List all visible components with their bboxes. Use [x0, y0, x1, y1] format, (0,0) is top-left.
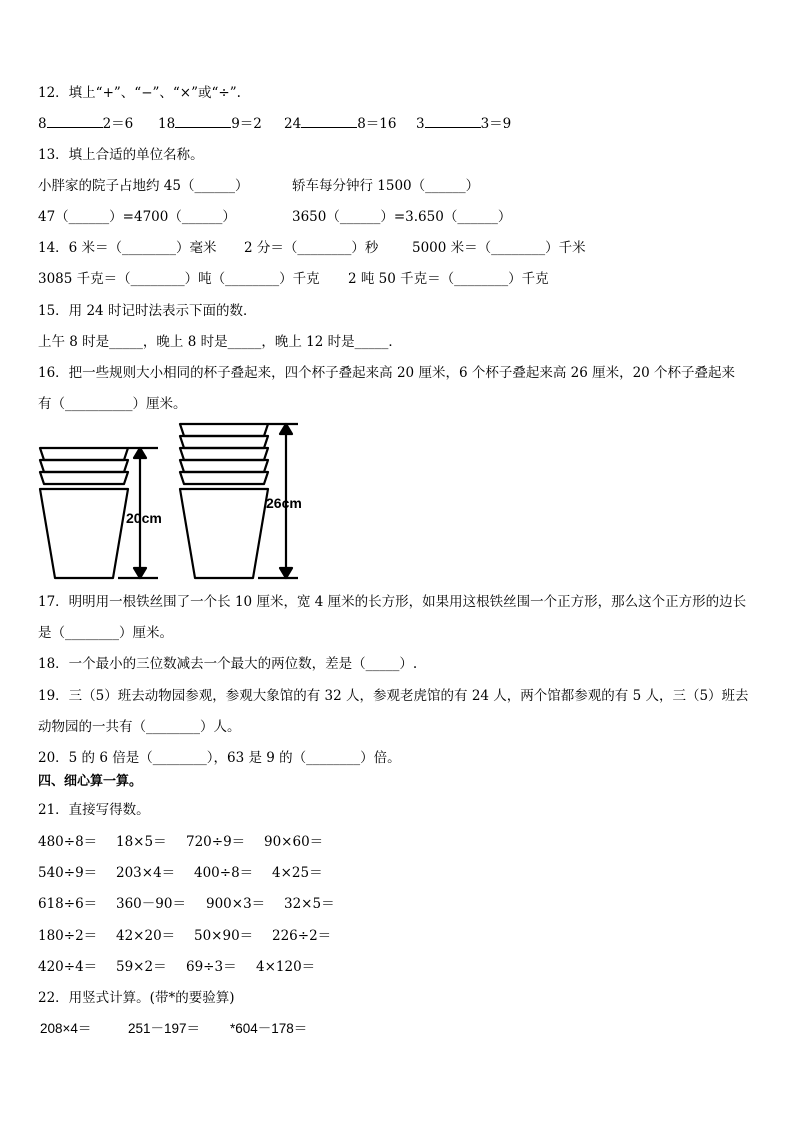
height-label-left: 20cm: [126, 510, 162, 526]
cup-rim: [180, 472, 268, 484]
stacked-cups-figure: [30, 418, 320, 586]
section-heading: 四、细心算一算。: [38, 774, 143, 789]
mental-math-item: 90×60＝: [264, 834, 324, 850]
q12-title: 12．填上“+”、“−”、“×”或“÷”.: [38, 85, 241, 101]
q14-row1-item2: 2 分＝（________）秒: [244, 240, 379, 256]
q14-row2-item1: 3085 千克＝（________）吨（________）千克: [38, 271, 320, 287]
stacked-cups-svg: [30, 418, 320, 586]
mental-math-item: 480÷8＝: [38, 834, 98, 850]
vertical-calc-item: 208×4＝: [40, 1021, 92, 1036]
answer-blank[interactable]: [425, 115, 481, 128]
q19-line2: 动物园的一共有（________）人。: [38, 719, 241, 735]
mental-math-item: 59×2＝: [116, 959, 167, 975]
mental-math-item: 69÷3＝: [186, 959, 237, 975]
cup-rim: [180, 436, 268, 448]
mental-math-item: 42×20＝: [116, 928, 176, 944]
mental-math-item: 18×5＝: [116, 834, 167, 850]
q13-row2-left: 47（______）=4700（______）: [38, 209, 236, 225]
q14-row1-item3: 5000 米＝（________）千米: [412, 240, 586, 256]
q22-title: 22．用竖式计算。(带*的要验算): [38, 990, 235, 1006]
q17-line1: 17．明明用一根铁丝围了一个长 10 厘米，宽 4 厘米的长方形，如果用这根铁丝围一个正方形，那么这个正方形的边长: [38, 594, 747, 610]
cup-body: [40, 489, 128, 578]
mental-math-item: 203×4＝: [116, 865, 176, 881]
q18: 18．一个最小的三位数减去一个最大的两位数，差是（_____）.: [38, 656, 418, 672]
q15-title: 15．用 24 时记时法表示下面的数．: [38, 303, 257, 319]
vertical-calc-item: *604－178＝: [230, 1021, 308, 1036]
cup-rim: [180, 448, 268, 460]
cup-stack-right: [180, 424, 268, 578]
cup-rim: [40, 460, 128, 472]
cup-body: [180, 489, 268, 578]
mental-math-item: 32×5＝: [284, 896, 335, 912]
q14-row2-item2: 2 吨 50 千克＝（________）千克: [348, 271, 549, 287]
q12-item-2: 18 9＝2: [158, 116, 262, 132]
height-label-right: 26cm: [266, 495, 302, 511]
cup-rim: [180, 460, 268, 472]
answer-blank[interactable]: [301, 115, 357, 128]
q13-row1-right: 轿车每分钟行 1500（______）: [292, 178, 480, 194]
mental-math-item: 400÷8＝: [194, 865, 254, 881]
answer-blank[interactable]: [47, 115, 103, 128]
cup-rim: [40, 448, 128, 460]
q16-line1: 16．把一些规则大小相同的杯子叠起来，四个杯子叠起来高 20 厘米，6 个杯子叠起来高 26 厘米，20 个杯子叠起来: [38, 365, 736, 381]
cup-rim: [180, 424, 268, 436]
q12-item-3: 24 8＝16: [284, 116, 397, 132]
q15-body: 上午 8 时是_____，晚上 8 时是_____，晚上 12 时是_____．: [38, 334, 402, 350]
answer-blank[interactable]: [175, 115, 231, 128]
q21-title: 21．直接写得数。: [38, 802, 150, 818]
q13-title: 13．填上合适的单位名称。: [38, 147, 204, 163]
mental-math-item: 226÷2＝: [272, 928, 332, 944]
q12-item-1: 8 2＝6: [38, 116, 134, 132]
q12-item-4: 3 3＝9: [416, 116, 512, 132]
q20: 20．5 的 6 倍是（________），63 是 9 的（________）倍。: [38, 750, 401, 766]
q13-row1-left: 小胖家的院子占地约 45（______）: [38, 178, 249, 194]
mental-math-item: 618÷6＝: [38, 896, 98, 912]
mental-math-item: 50×90＝: [194, 928, 254, 944]
mental-math-item: 420÷4＝: [38, 959, 98, 975]
cup-rim: [40, 472, 128, 484]
mental-math-item: 720÷9＝: [186, 834, 246, 850]
mental-math-item: 900×3＝: [206, 896, 266, 912]
cup-stack-left: [40, 448, 128, 578]
mental-math-item: 180÷2＝: [38, 928, 98, 944]
mental-math-item: 360－90＝: [116, 896, 186, 912]
q16-line2: 有（__________）厘米。: [38, 396, 187, 412]
mental-math-item: 540÷9＝: [38, 865, 98, 881]
q14-row1-item1: 14．6 米＝（________）毫米: [38, 240, 217, 256]
q17-line2: 是（________）厘米。: [38, 625, 173, 641]
q13-row2-right: 3650（______）=3.650（______）: [292, 209, 512, 225]
q19-line1: 19．三（5）班去动物园参观，参观大象馆的有 32 人，参观老虎馆的有 24 人，两个馆都参观的有 5 人，三（5）班去: [38, 688, 749, 704]
vertical-calc-item: 251－197＝: [128, 1021, 201, 1036]
mental-math-item: 4×25＝: [272, 865, 323, 881]
mental-math-item: 4×120＝: [256, 959, 316, 975]
